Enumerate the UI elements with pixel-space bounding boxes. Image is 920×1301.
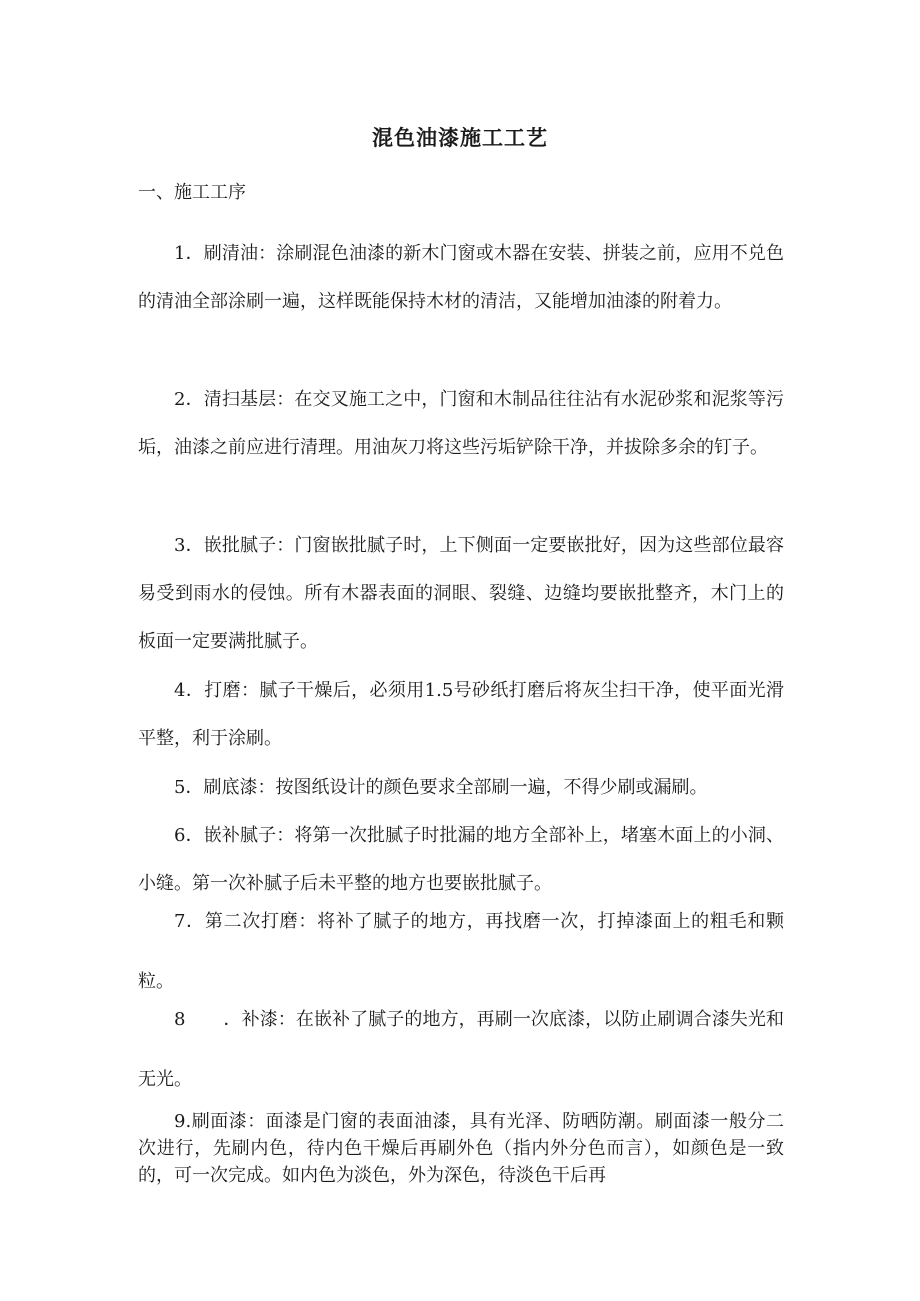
section-heading: 一、施工工序 (138, 182, 246, 203)
step-text: ．打磨：腻子干燥后，必须用1.5号砂纸打磨后将灰尘扫干净，使平面光滑平整，利于涂刷。 (138, 680, 784, 749)
step-paragraph-4 (138, 667, 784, 763)
step-text: ．第二次打磨：将补了腻子的地方，再找磨一次，打掉漆面上的粗毛和颗粒。 (138, 911, 784, 992)
step-text: ．刷清油：涂刷混色油漆的新木门窗或木器在安装、拼装之前，应用不兑色的清油全部涂刷一遍，这样既能保持木材的清洁，又能增加油漆的附着力。 (138, 243, 784, 312)
step-text: ．补漆：在嵌补了腻子的地方，再刷一次底漆，以防止刷调合漆失光和无光。 (138, 1009, 784, 1090)
step-paragraph-5 (138, 764, 784, 812)
step-paragraph-2 (138, 376, 784, 472)
step-text: ．嵌补腻子：将第一次批腻子时批漏的地方全部补上，堵塞木面上的小洞、小缝。第一次补腻子后未平整的地方也要嵌批腻子。 (138, 825, 784, 894)
step-text: ．嵌批腻子：门窗嵌批腻子时，上下侧面一定要嵌批好，因为这些部位最容易受到雨水的侵蚀。所有木器表面的洞眼、裂缝、边缝均要嵌批整齐，木门上的板面一定要满批腻子。 (138, 535, 784, 652)
step-paragraph-1 (138, 230, 784, 326)
document-title: 混色油漆施工工艺 (372, 125, 548, 150)
step-number: 5 (174, 777, 186, 798)
step-number: 7 (174, 911, 186, 932)
step-number: 3 (174, 535, 186, 556)
step-paragraph-8 (138, 990, 784, 1110)
step-number: 1 (174, 243, 186, 264)
step-paragraph-9 (138, 1108, 784, 1189)
step-number: 9 (174, 1111, 186, 1132)
step-text: .刷面漆：面漆是门窗的表面油漆，具有光泽、防晒防潮。刷面漆一般分二次进行，先刷内色，待内色干燥后再刷外色（指内外分色而言），如颜色是一致的，可一次完成。如内色为淡色，外为深色，待淡色干后再 (138, 1111, 784, 1186)
step-number: 4 (174, 680, 186, 701)
step-number: 2 (174, 389, 186, 410)
step-text: ．清扫基层：在交叉施工之中，门窗和木制品往往沾有水泥砂浆和泥浆等污垢，油漆之前应进行清理。用油灰刀将这些污垢铲除干净，并拔除多余的钉子。 (138, 389, 784, 458)
step-paragraph-3 (138, 522, 784, 666)
step-text: ．刷底漆：按图纸设计的颜色要求全部刷一遍，不得少刷或漏刷。 (185, 777, 708, 798)
step-number: 8 (174, 1009, 186, 1030)
step-number: 6 (174, 825, 186, 846)
